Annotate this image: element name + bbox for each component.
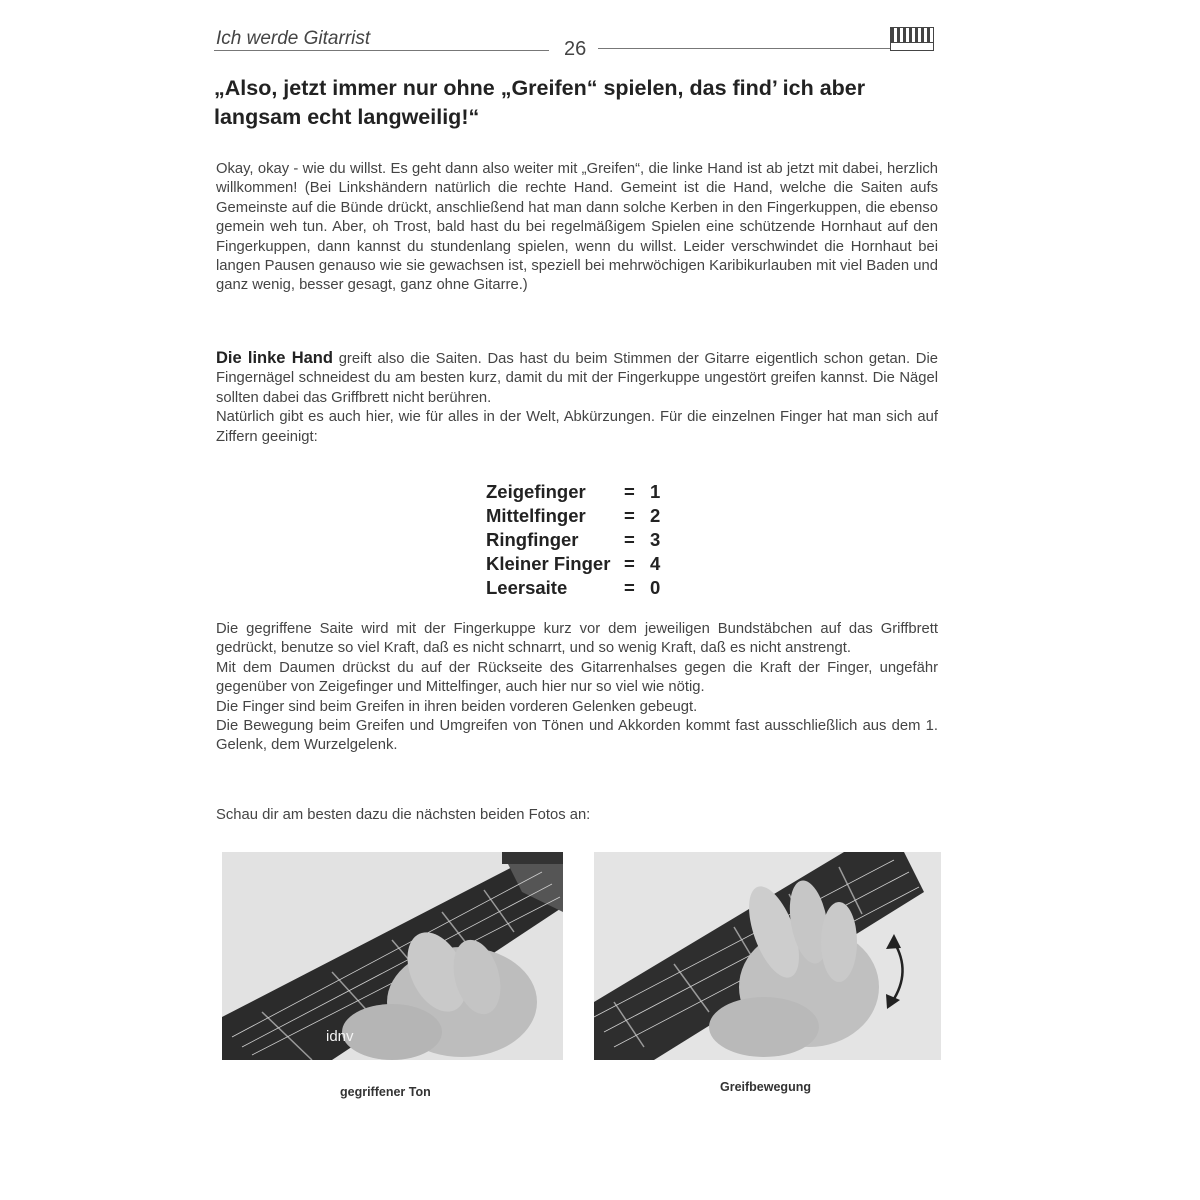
finger-equals: = — [624, 553, 635, 574]
left-hand-paragraph — [216, 349, 938, 447]
finger-number: 1 — [650, 481, 661, 502]
finger-number: 3 — [650, 529, 661, 550]
finger-name: Zeigefinger — [486, 481, 586, 502]
technique-line: Die gegriffene Saite wird mit der Fingerkuppe kurz vor dem jeweiligen Bundstäbchen auf das Griffbrett gedrückt, benutze so viel Kraft, daß es nicht schnarrt, und so wenig Kraft, daß es nicht anstrengt. — [216, 621, 938, 657]
finger-row — [486, 480, 660, 504]
technique-line: Mit dem Daumen drückst du auf der Rückseite des Gitarrenhalses gegen die Kraft der Finger, ungefähr gegenüber von Zeigefinger und Mittelfinger, auch hier nur so viel wie nötig. — [216, 659, 938, 696]
header-rule-left — [214, 50, 549, 51]
finger-number: 4 — [650, 553, 661, 574]
finger-row — [486, 504, 660, 528]
finger-name: Kleiner Finger — [486, 553, 611, 574]
left-hand-body: greift also die Saiten. Das hast du beim Stimmen der Gitarre eigentlich schon getan. Die Fingernägel schneidest du am besten kurz, damit du mit der Fingerkuppe ungestört greifen kannst. Die Nägel sollten dabei das Griffbrett nicht berühren. — [216, 351, 938, 406]
finger-row — [486, 528, 660, 552]
technique-line: Die Bewegung beim Greifen und Umgreifen von Tönen und Akkorden kommt fast ausschließlich aus dem 1. Gelenk, dem Wurzelgelenk. — [216, 718, 938, 754]
photo-intro: Schau dir am besten dazu die nächsten beiden Fotos an: — [216, 807, 591, 823]
abbreviation-intro: Natürlich gibt es auch hier, wie für alles in der Welt, Abkürzungen. Für die einzelnen Finger hat man sich auf Ziffern geeinigt: — [216, 409, 938, 445]
finger-name: Ringfinger — [486, 529, 579, 550]
technique-paragraph — [216, 620, 938, 756]
publisher-logo — [890, 27, 934, 51]
finger-equals: = — [624, 529, 635, 550]
running-header-title: Ich werde Gitarrist — [216, 28, 371, 49]
finger-equals: = — [624, 505, 635, 526]
finger-name: Mittelfinger — [486, 505, 586, 526]
finger-row — [486, 552, 660, 576]
finger-name: Leersaite — [486, 577, 568, 598]
finger-number: 0 — [650, 577, 661, 598]
header-rule-right — [598, 48, 934, 49]
finger-number: 2 — [650, 505, 661, 526]
left-hand-lead: Die linke Hand — [216, 349, 333, 367]
photo-finger-movement — [594, 852, 941, 1060]
finger-equals: = — [624, 577, 635, 598]
photo-watermark: idnv — [326, 1028, 354, 1045]
page-number: 26 — [564, 38, 587, 60]
chapter-headline: „Also, jetzt immer nur ohne „Greifen“ spielen, das find’ ich aber langsam echt langweilig!“ — [214, 76, 866, 129]
photo-fretted-note — [222, 852, 563, 1060]
technique-line: Die Finger sind beim Greifen in ihren beiden vorderen Gelenken gebeugt. — [216, 698, 698, 715]
photo-caption-right: Greifbewegung — [720, 1080, 811, 1094]
finger-number-table — [486, 480, 660, 600]
intro-paragraph: Okay, okay - wie du willst. Es geht dann also weiter mit „Greifen“, die linke Hand ist ab jetzt mit dabei, herzlich willkommen! (Bei Linkshändern natürlich die rechte Hand. Gemeint ist die Hand, welche die Saiten aufs Gemeinste auf die Bünde drückt, anschließend hat man dann solche Kerben in den Fingerkuppen, die ebenso gemein weh tun. Aber, oh Trost, bald hast du bei regelmäßigem Spielen eine schützende Hornhaut auf den Fingerkuppen, dann kannst du stundenlang spielen, wenn du willst. Leider verschwindet die Hornhaut bei langen Pausen genauso wie sie gewachsen ist, speziell bei mehrwöchigen Karibikurlauben mit viel Baden und ganz wenig, besser gesagt, ganz ohne Gitarre.) — [216, 161, 938, 294]
finger-equals: = — [624, 481, 635, 502]
finger-row — [486, 576, 660, 600]
photo-caption-left: gegriffener Ton — [340, 1085, 431, 1099]
